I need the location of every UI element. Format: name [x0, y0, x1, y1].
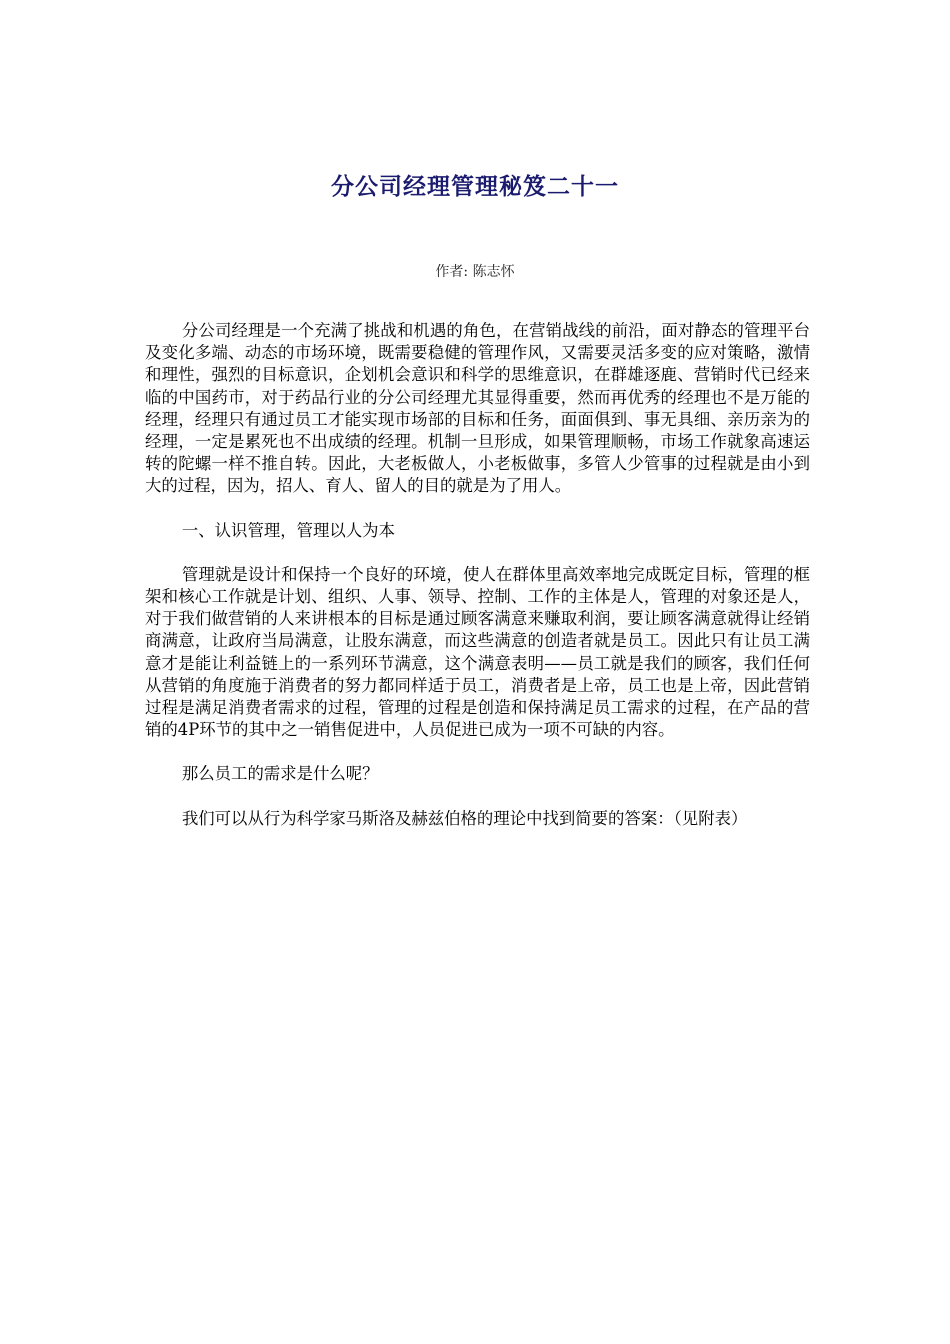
intro-paragraph: 分公司经理是一个充满了挑战和机遇的角色，在营销战线的前沿，面对静态的管理平台及变化多端、动态的市场环境，既需要稳健的管理作风，又需要灵活多变的应对策略，激情和理性，强烈的目标意识，企划机会意识和科学的思维意识，在群雄逐鹿、营销时代已经来临的中国药市，对于药品行业的分公司经理尤其显得重要，然而再优秀的经理也不是万能的经理，经理只有通过员工才能实现市场部的目标和任务，面面俱到、事无具细、亲历亲为的经理，一定是累死也不出成绩的经理。机制一旦形成，如果管理顺畅，市场工作就象高速运转的陀螺一样不推自转。因此，大老板做人，小老板做事，多管人少管事的过程就是由小到大的过程，因为，招人、育人、留人的目的就是为了用人。 — [145, 321, 810, 496]
management-paragraph: 管理就是设计和保持一个良好的环境，使人在群体里高效率地完成既定目标，管理的框架和核心工作就是计划、组织、人事、领导、控制、工作的主体是人，管理的对象还是人，对于我们做营销的人来讲根本的目标是通过顾客满意来赚取利润，要让顾客满意就得让经销商满意，让政府当局满意，让股东满意，而这些满意的创造者就是员工。因此只有让员工满意才是能让利益链上的一系列环节满意，这个满意表明——员工就是我们的顾客，我们任何从营销的角度施于消费者的努力都同样适于员工，消费者是上帝，员工也是上帝，因此营销过程是满足消费者需求的过程，管理的过程是创造和保持满足员工需求的过程，在产品的营销的4P环节的其中之一销售促进中，人员促进已成为一项不可缺的内容。 — [145, 564, 810, 740]
document-author: 作者: 陈志怀 — [435, 264, 515, 280]
section-heading: 一、认识管理，管理以人为本 — [181, 520, 395, 540]
question-paragraph: 那么员工的需求是什么呢？ — [181, 764, 379, 784]
answer-paragraph: 我们可以从行为科学家马斯洛及赫兹伯格的理论中找到简要的答案：（见附表） — [181, 808, 748, 828]
document-title: 分公司经理管理秘笈二十一 — [331, 174, 619, 200]
document-body — [145, 320, 810, 852]
